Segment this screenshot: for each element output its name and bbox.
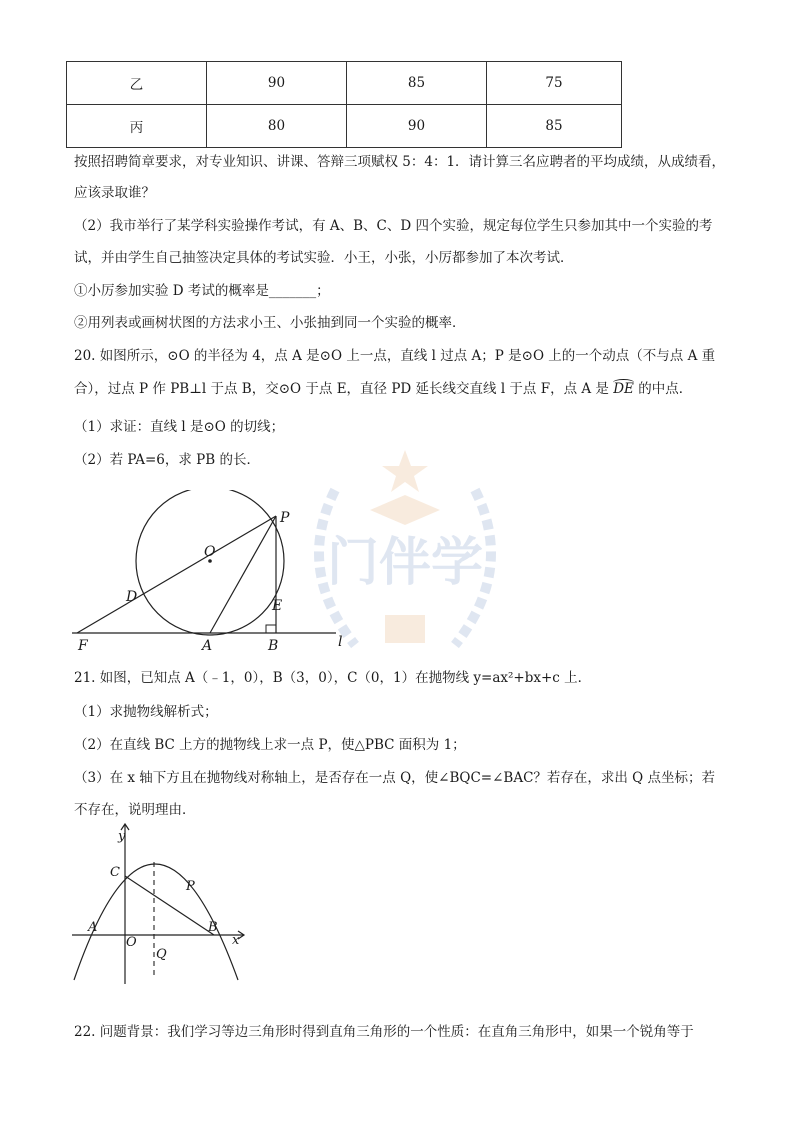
label-o: O (126, 935, 137, 950)
text-run: 合），过点 P 作 PB⊥l 于点 B，交⊙O 于点 E，直径 PD 延长线交直线 l 于点 F，点 A 是 (74, 381, 609, 397)
table-cell: 90 (207, 62, 347, 105)
table-cell: 丙 (67, 105, 207, 148)
paragraph-line: （3）在 x 轴下方且在抛物线对称轴上，是否存在一点 Q，使∠BQC=∠BAC？若存在，求出 Q 点坐标；若 (74, 770, 716, 786)
paragraph-line: ②用列表或画树状图的方法求小王、小张抽到同一个实验的概率． (74, 315, 466, 331)
question-20-line (74, 379, 692, 399)
paragraph-line: 按照招聘简章要求，对专业知识、讲课、答辩三项赋权 5：4：1．请计算三名应聘者的平均成绩，从成绩看， (74, 154, 726, 170)
label-q: Q (156, 947, 167, 962)
right-angle-mark (266, 625, 276, 633)
question-20-line: 20. 如图所示，⊙O 的半径为 4，点 A 是⊙O 上一点，直线 l 过点 A；P 是⊙O 上的一个动点（不与点 A 重 (74, 348, 716, 364)
label-a: A (88, 920, 98, 935)
label-c: C (110, 865, 120, 880)
question-21-line: 21. 如图，已知点 A（﹣1，0），B（3，0），C（0，1）在抛物线 y=ax²+bx+c 上． (74, 670, 592, 686)
table-cell: 85 (487, 105, 622, 148)
line-fp (77, 516, 276, 633)
paragraph-line: 应该录取谁？ (74, 185, 155, 201)
label-y: y (118, 829, 126, 844)
label-p: P (186, 879, 195, 894)
text-run: 的中点． (638, 381, 693, 397)
paragraph-line: （2）我市举行了某学科实验操作考试，有 A、B、C、D 四个实验，规定每位学生只参加其中一个实验的考 (74, 218, 713, 234)
label-x: x (232, 933, 240, 948)
label-p: P (280, 510, 290, 526)
arc-de-label: DE (613, 381, 634, 397)
segment-pa (210, 516, 276, 633)
paragraph-line: 试，并由学生自己抽签决定具体的考试实验．小王，小张，小厉都参加了本次考试． (74, 250, 574, 266)
label-e: E (272, 598, 283, 614)
label-o: O (204, 544, 216, 560)
paragraph-line: （1）求证：直线 l 是⊙O 的切线； (74, 419, 285, 435)
score-table (66, 61, 622, 148)
watermark-text: 门伴学 (326, 532, 484, 593)
label-a: A (202, 638, 213, 654)
paragraph-line: ①小厉参加实验 D 考试的概率是_______； (74, 283, 330, 299)
label-f: F (78, 638, 88, 654)
paragraph-line: （2）若 PA=6，求 PB 的长． (74, 452, 260, 468)
parabola-figure (66, 818, 256, 988)
table-cell: 90 (347, 105, 487, 148)
paragraph-line: （1）求抛物线解析式； (74, 704, 218, 720)
table-row (67, 62, 622, 105)
paragraph-line: 不存在，说明理由． (74, 802, 196, 818)
label-d: D (126, 589, 138, 605)
segment-cb (125, 876, 214, 935)
label-l: l (338, 634, 343, 650)
table-cell: 乙 (67, 62, 207, 105)
circle-tangent-figure (60, 490, 360, 655)
question-22-line: 22. 问题背景：我们学习等边三角形时得到直角三角形的一个性质：在直角三角形中，如果一个锐角等于 (74, 1024, 694, 1040)
table-row (67, 105, 622, 148)
label-b: B (268, 638, 279, 654)
table-cell: 75 (487, 62, 622, 105)
table-cell: 80 (207, 105, 347, 148)
paragraph-line: （2）在直线 BC 上方的抛物线上求一点 P，使△PBC 面积为 1； (74, 737, 466, 753)
table-cell: 85 (347, 62, 487, 105)
label-b: B (208, 920, 218, 935)
